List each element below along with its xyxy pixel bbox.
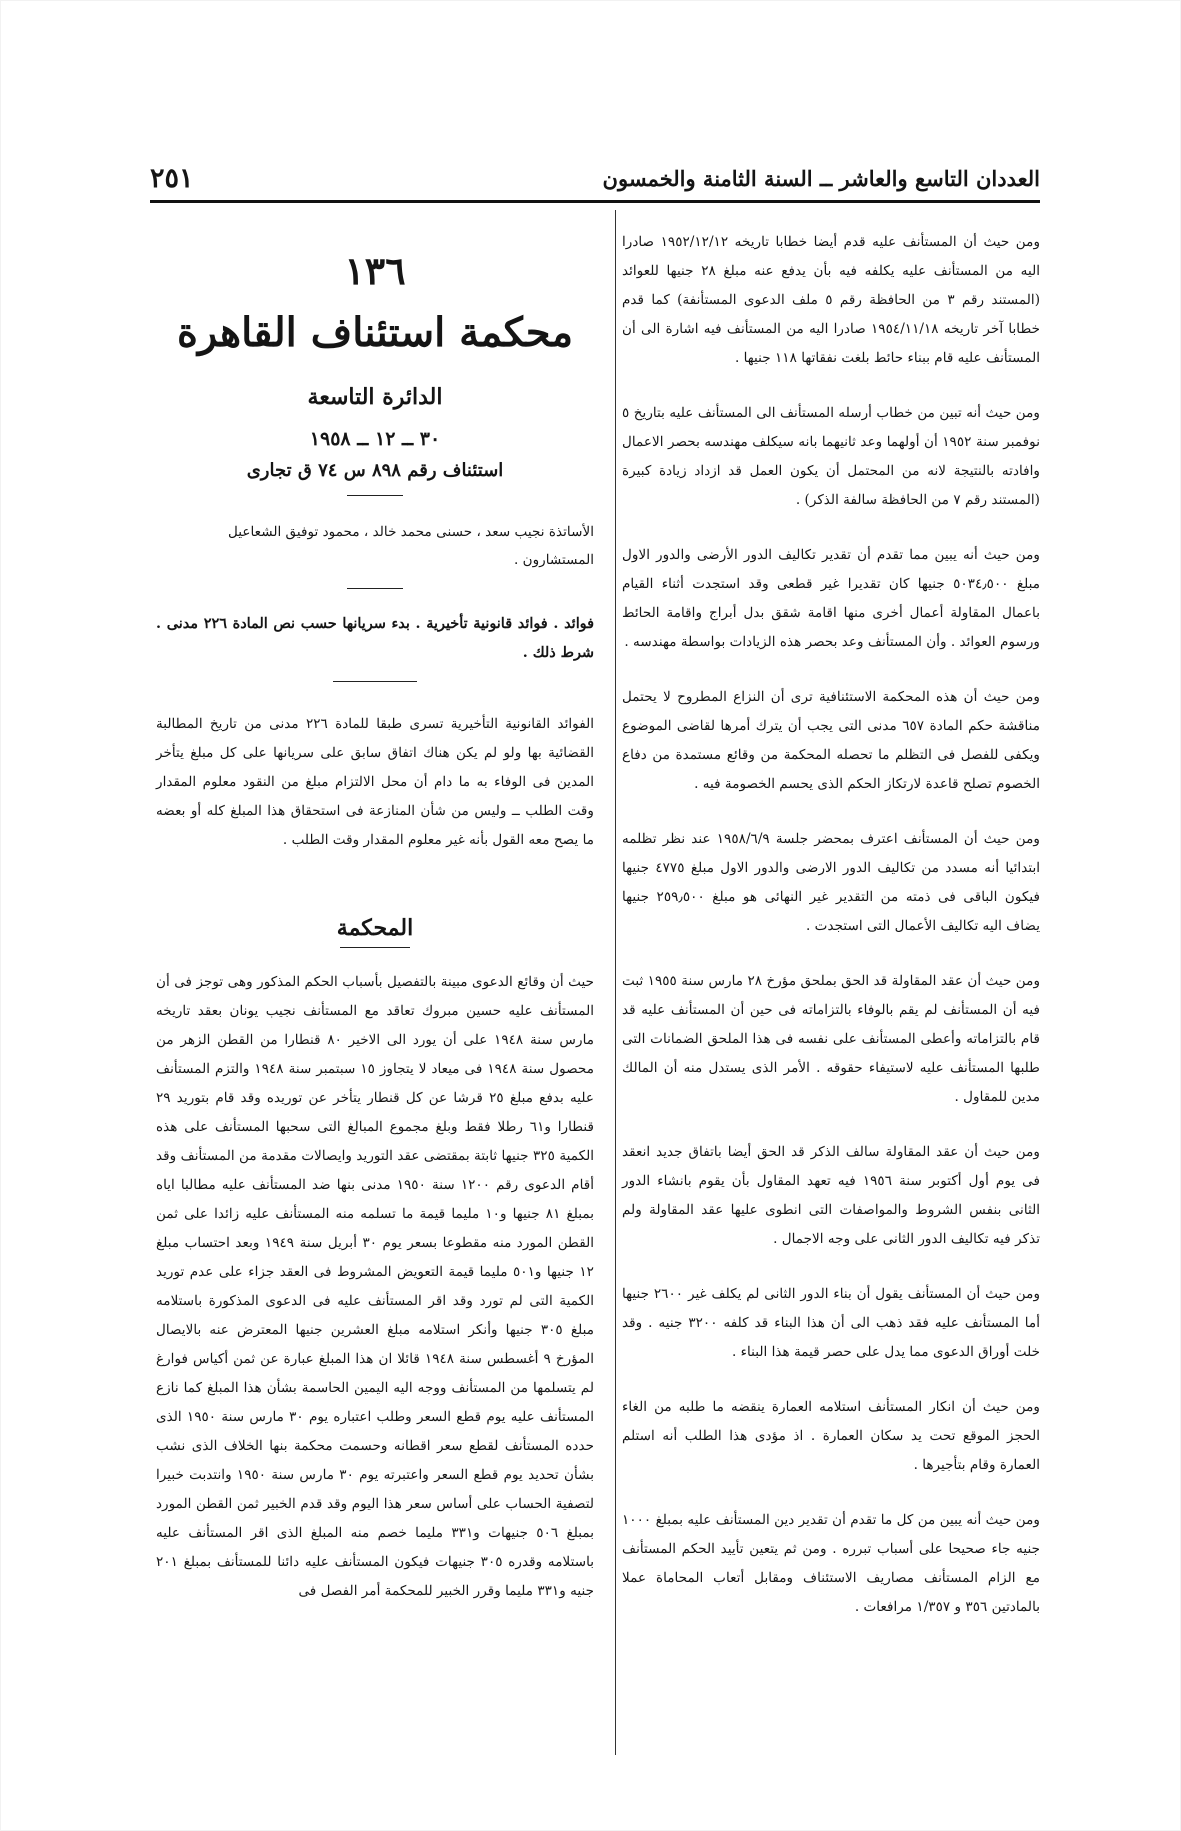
right-column — [622, 228, 1040, 1648]
paragraph: ومن حيث أن عقد المقاولة قد الحق بملحق مؤرخ ٢٨ مارس سنة ١٩٥٥ ثبت فيه أن المستأنف لم يقم بالوفاء بالتزاماته فى حين أن المستأنف عليه قد قام بالتزاماته وأعطى المستأنف على نفسه فى هذا الملحق الضمانات التى طلبها المستأنف عليه لاستيفاء حقوقه . الأمر الذى يستدل منه أن المالك مدين للمقاول . — [622, 973, 1041, 1105]
paragraph: ومن حيث أنه تبين من خطاب أرسله المستأنف الى المستأنف عليه بتاريخ ٥ نوفمبر سنة ١٩٥٢ أن أولهما وعد ثانيهما بانه سيكلف مهندسه بحصر الاعمال وافادته بالنتيجة لانه من المحتمل أن يكون العمل قد ازداد زيادة كبيرة (المستند رقم ٧ من الحافظة سالفة الذكر) . — [622, 405, 1040, 508]
legal-summary: الفوائد القانونية التأخيرية تسرى طبقا للمادة ٢٢٦ مدنى من تاريخ المطالبة القضائية بها ولو لم يكن هناك اتفاق سابق على سريانها على كل مبلغ يتأخر المدين فى الوفاء به ما دام أن محل الالتزام مبلغ من النقود معلوم المقدار وقت الطلب ــ وليس من شأن المنازعة فى استحقاق هذا المبلغ كله أو بعضه ما يصح معه القول بأنه غير معلوم المقدار وقت الطلب . — [156, 716, 594, 848]
court-name: محكمة استئناف القاهرة — [176, 309, 574, 356]
keywords: فوائد . فوائد قانونية تأخيرية . بدء سريانها حسب نص المادة ٢٢٦ مدنى . شرط ذلك . — [156, 615, 595, 661]
divider — [333, 681, 417, 682]
judges-list: الأساتذة نجيب سعد ، حسنى محمد خالد ، محمود توفيق الشعاعيل — [227, 524, 594, 540]
paragraph: ومن حيث أن المستأنف عليه قدم أيضا خطابا تاريخه ١٩٥٢/١٢/١٢ صادرا اليه من المستأنف عليه يكلفه فيه بأن يدفع عنه مبلغ ٢٨ جنيها للعوائد (المستند رقم ٣ من الحافظة رقم ٥ ملف الدعوى المستأنفة) كما قدم خطابا آخر تاريخه ١٩٥٤/١١/١٨ صادرا اليه من المستأنف فيه اشارة الى أن المستأنف عليه قام ببناء حائط بلغت نفقاتها ١١٨ جنيها . — [622, 234, 1041, 366]
paragraph: ومن حيث أن المستأنف اعترف بمحضر جلسة ١٩٥٨/٦/٩ عند نظر تظلمه ابتدائيا أنه مسدد من تكاليف الدور الارضى والدور الاول مبلغ ٤٧٧٥ جنيها فيكون الباقى فى ذمته من التقدير غير النهائى هو مبلغ ٢٥٩٫٥٠٠ جنيها يضاف اليه تكاليف الأعمال التى استجدت . — [622, 831, 1040, 934]
divider — [347, 588, 403, 589]
paragraph: ومن حيث أن هذه المحكمة الاستئنافية ترى أن النزاع المطروح لا يحتمل مناقشة حكم المادة ٦٥٧ مدنى التى يجب أن يترك أمرها لقاضى الموضوع ويكفى للفصل فى التظلم ما تحصله المحكمة من وقائع مستمدة من دفاع الخصوم تصلح قاعدة لارتكاز الحكم الذى يحسم الخصومة فيه . — [622, 689, 1040, 792]
paragraph: ومن حيث أنه يبين من كل ما تقدم أن تقدير دين المستأنف عليه بمبلغ ١٠٠٠ جنيه جاء صحيحا على أسباب تبرره . ومن ثم يتعين تأييد الحكم المستأنف مع الزام المستأنف مصاريف الاستئناف ومقابل أتعاب المحاماة عملا بالمادتين ٣٥٦ و ١/٣٥٧ مرافعات . — [622, 1512, 1040, 1615]
session-date: ٣٠ ــ ١٢ ــ ١٩٥٨ — [309, 428, 441, 450]
paragraph: ومن حيث أن انكار المستأنف استلامه العمارة ينقضه ما طلبه من الغاء الحجز الموقع تحت يد سكان العمارة . اذ مؤدى هذا الطلب أنه استلم العمارة وقام بتأجيرها . — [622, 1399, 1040, 1473]
page-number: ٢٥١ — [150, 162, 194, 194]
case-number: ١٣٦ — [344, 248, 406, 293]
left-column — [150, 228, 600, 1606]
paragraph: ومن حيث أنه يبين مما تقدم أن تقدير تكاليف الدور الأرضى والدور الاول مبلغ ٥٠٣٤٫٥٠٠ جنيها كان تقديرا غير قطعى وقد استجدت أثناء القيام باعمال المقاولة أعمال أخرى منها اقامة شقق بدل أبراج واقامة الحائط ورسوم العوائد . وأن المستأنف وعد بحصر هذه الزيادات بواسطة مهندسه . — [622, 547, 1040, 650]
column-divider — [615, 210, 616, 1755]
paragraph: ومن حيث أن عقد المقاولة سالف الذكر قد الحق أيضا باتفاق جديد انعقد فى يوم أول أكتوبر سنة ١٩٥٦ فيه تعهد المقاول بأن يقوم بانشاء الدور الثانى بنفس الشروط والمواصفات التى انطوى عليها عقد المقاولة ولم تذكر فيه تكاليف الدور الثانى على وجه الاجمال . — [622, 1144, 1041, 1247]
section-heading: المحكمة — [336, 915, 414, 941]
appeal-reference: استئناف رقم ٨٩٨ س ٧٤ ق تجارى — [246, 460, 504, 481]
header-rule — [150, 200, 1040, 203]
advisors-label: المستشارون . — [513, 552, 594, 568]
chamber-name: الدائرة التاسعة — [307, 384, 443, 410]
divider — [347, 495, 403, 496]
running-header — [150, 158, 1040, 198]
heading-underline — [340, 947, 410, 948]
paragraph: ومن حيث أن المستأنف يقول أن بناء الدور الثانى لم يكلف غير ٢٦٠٠ جنيها أما المستأنف عليه فقد ذهب الى أن هذا البناء قد كلفه ٣٢٠٠ جنيه . وقد خلت أوراق الدعوى مما يدل على حصر قيمة هذا البناء . — [622, 1286, 1041, 1360]
running-title: العددان التاسع والعاشر ــ السنة الثامنة والخمسون — [602, 165, 1040, 191]
judgment-text: حيث أن وقائع الدعوى مبينة بالتفصيل بأسباب الحكم المذكور وهى توجز فى أن المستأنف عليه حسين مبروك تعاقد مع المستأنف نجيب يونان بعقد تاريخه مارس سنة ١٩٤٨ على أن يورد الى الاخير ٨٠ قنطارا من القطن الزهر من محصول سنة ١٩٤٨ فى ميعاد لا يتجاوز ١٥ سبتمبر سنة ١٩٤٨ والتزم المستأنف عليه بدفع مبلغ ٢٥ قرشا عن كل قنطار يتأخر عن توريده وقد قام بتوريد ٢٩ قنطارا و٦١ رطلا فقط وبلغ مجموع المبالغ التى سحبها المستأنف على هذه الكمية ٣٢٥ جنيها ثابتة بمقتضى عقد التوريد وايصالات مقدمة من المستأنف وقد أقام الدعوى رقم ١٢٠٠ سنة ١٩٥٠ مدنى بنها ضد المستأنف عليه مطالبا اياه بمبلغ ٨١ جنيها و١٠ مليما قيمة ما تسلمه منه المستأنف عليه زائدا على ثمن القطن المورد منه مقطوعا بسعر يوم ٣٠ أبريل سنة ١٩٤٩ وبعد احتساب مبلغ ١٢ جنيها و٥٠١ مليما قيمة التعويض المشروط فى العقد جزاء على عدم توريد الكمية التى لم تورد وقد اقر المستأنف عليه فى الدعوى المذكورة باستلامه مبلغ ٣٠٥ جنيها وأنكر استلامه مبلغ العشرين جنيها المعترض عنه بالايصال المؤرخ ٩ أغسطس سنة ١٩٤٨ قائلا ان هذا المبلغ عبارة عن ثمن أكياس فوارغ لم يتسلمها من المستأنف ووجه اليه اليمين الحاسمة بشأن هذا المبلغ كما نازع المستأنف عليه يوم قطع السعر وطلب اعتباره يوم ٣٠ مارس سنة ١٩٥٠ الذى حدده المستأنف لقطع سعر اقطانه وحسمت محكمة بنها الخلاف الذى نشب بشأن تحديد يوم قطع السعر واعتبرته يوم ٣٠ مارس سنة ١٩٥٠ وانتدبت خبيرا لتصفية الحساب على أساس سعر هذا اليوم وقد قدم الخبير ثمن القطن المورد بمبلغ ٥٠٦ جنيهات و٣٣١ مليما خصم منه المبلغ الذى اقر المستأنف عليه باستلامه وقدره ٣٠٥ جنيهات فيكون المستأنف عليه دائنا للمستأنف بمبلغ ٢٠١ جنيه و٣٣١ مليما وقرر الخبير للمحكمة أمر الفصل فى — [156, 974, 595, 1599]
